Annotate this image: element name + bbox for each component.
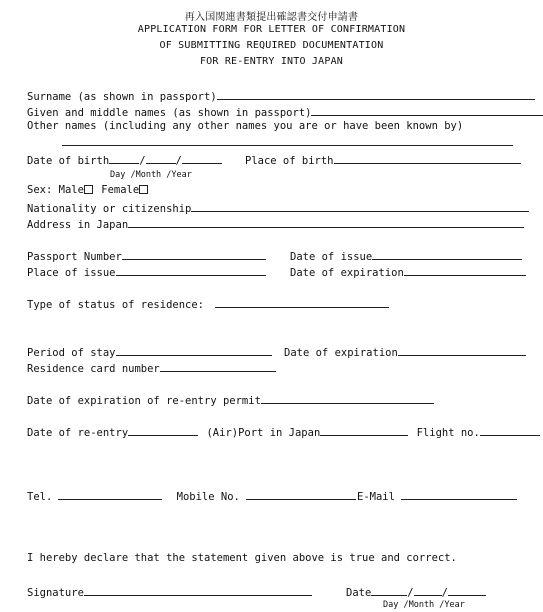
dob-month-field[interactable] [146, 152, 176, 164]
flight-field[interactable] [480, 424, 540, 436]
passport-number-row [27, 248, 266, 263]
signature-day-field[interactable] [371, 584, 407, 596]
address-row [27, 216, 524, 231]
date-of-issue-label: Date of issue [290, 251, 373, 263]
dob-day-field[interactable] [109, 152, 139, 164]
signature-month-field[interactable] [414, 584, 442, 596]
form-title-line-3: FOR RE-ENTRY INTO JAPAN [199, 56, 344, 67]
period-of-stay-field[interactable] [116, 344, 272, 356]
date-of-issue-field[interactable] [372, 248, 522, 260]
place-of-birth-label: Place of birth [245, 155, 334, 167]
reentry-date-label: Date of re-entry [27, 427, 129, 439]
tel-field[interactable] [58, 488, 162, 500]
email-field[interactable] [401, 488, 517, 500]
given-names-label: Given and middle names (as shown in passport) [27, 107, 312, 119]
signature-year-field[interactable] [448, 584, 486, 596]
surname-field[interactable] [217, 88, 535, 100]
given-names-field[interactable] [311, 104, 543, 116]
signature-date-label: Date [346, 587, 372, 599]
sex-row [27, 184, 150, 196]
other-names-row [27, 120, 463, 132]
place-of-issue-field[interactable] [116, 264, 266, 276]
tel-label: Tel. [27, 491, 53, 503]
form-title-japanese: 再入国関連書類提出確認書交付申請書 [184, 12, 359, 23]
status-row [27, 296, 389, 311]
dob-hint: Day /Month /Year [110, 170, 192, 180]
place-of-issue-label: Place of issue [27, 267, 116, 279]
declaration-text: I hereby declare that the statement given above is true and correct. [27, 552, 457, 564]
residence-card-label: Residence card number [27, 363, 160, 375]
signature-label: Signature [27, 587, 84, 599]
email-label: E-Mail [357, 491, 395, 503]
date-of-expiration-2-row [284, 344, 526, 359]
signature-date-hint: Day /Month /Year [383, 600, 465, 610]
address-field[interactable] [128, 216, 524, 228]
date-of-expiration-2-label: Date of expiration [284, 347, 398, 359]
reentry-permit-row [27, 392, 434, 407]
address-label: Address in Japan [27, 219, 129, 231]
given-names-row [27, 104, 543, 119]
date-of-expiration-2-field[interactable] [398, 344, 526, 356]
place-of-issue-row [27, 264, 266, 279]
date-of-issue-row [290, 248, 522, 263]
reentry-permit-field[interactable] [261, 392, 434, 404]
signature-field[interactable] [84, 584, 312, 596]
residence-card-row [27, 360, 276, 375]
contact-row [27, 488, 356, 503]
nationality-row [27, 200, 529, 215]
reentry-permit-label: Date of expiration of re-entry permit [27, 395, 261, 407]
dob-year-field[interactable] [182, 152, 222, 164]
email-row [357, 488, 517, 503]
surname-label: Surname (as shown in passport) [27, 91, 217, 103]
male-checkbox[interactable] [84, 185, 93, 194]
mobile-label: Mobile No. [176, 491, 240, 503]
signature-row [27, 584, 312, 599]
place-of-birth-row [245, 152, 521, 167]
other-names-field[interactable] [62, 134, 513, 146]
status-label: Type of status of residence: [27, 299, 205, 311]
period-of-stay-label: Period of stay [27, 347, 116, 359]
female-checkbox[interactable] [139, 185, 148, 194]
nationality-field[interactable] [191, 200, 529, 212]
passport-number-field[interactable] [122, 248, 266, 260]
flight-label: Flight no. [416, 427, 480, 439]
residence-card-field[interactable] [160, 360, 276, 372]
dob-row: Date of birth / / [27, 152, 222, 167]
status-field[interactable] [215, 296, 389, 308]
nationality-label: Nationality or citizenship [27, 203, 192, 215]
reentry-row [27, 424, 540, 439]
period-of-stay-row [27, 344, 272, 359]
passport-number-label: Passport Number [27, 251, 122, 263]
port-field[interactable] [320, 424, 408, 436]
sex-label: Sex: [27, 184, 53, 196]
other-names-row-2 [62, 134, 513, 149]
reentry-date-field[interactable] [128, 424, 198, 436]
male-label: Male [58, 184, 84, 196]
surname-row [27, 88, 535, 103]
form-title-line-2: OF SUBMITTING REQUIRED DOCUMENTATION [159, 40, 384, 51]
date-of-expiration-row [290, 264, 526, 279]
signature-date-row: Date / / [346, 584, 486, 599]
female-label: Female [101, 184, 140, 196]
form-title-line-1: APPLICATION FORM FOR LETTER OF CONFIRMATION [137, 24, 406, 35]
date-of-expiration-field[interactable] [404, 264, 526, 276]
mobile-field[interactable] [246, 488, 356, 500]
dob-label: Date of birth [27, 155, 110, 167]
other-names-label: Other names (including any other names you are or have been known by) [27, 120, 464, 132]
place-of-birth-field[interactable] [334, 152, 521, 164]
date-of-expiration-label: Date of expiration [290, 267, 404, 279]
port-label: (Air)Port in Japan [206, 427, 321, 439]
